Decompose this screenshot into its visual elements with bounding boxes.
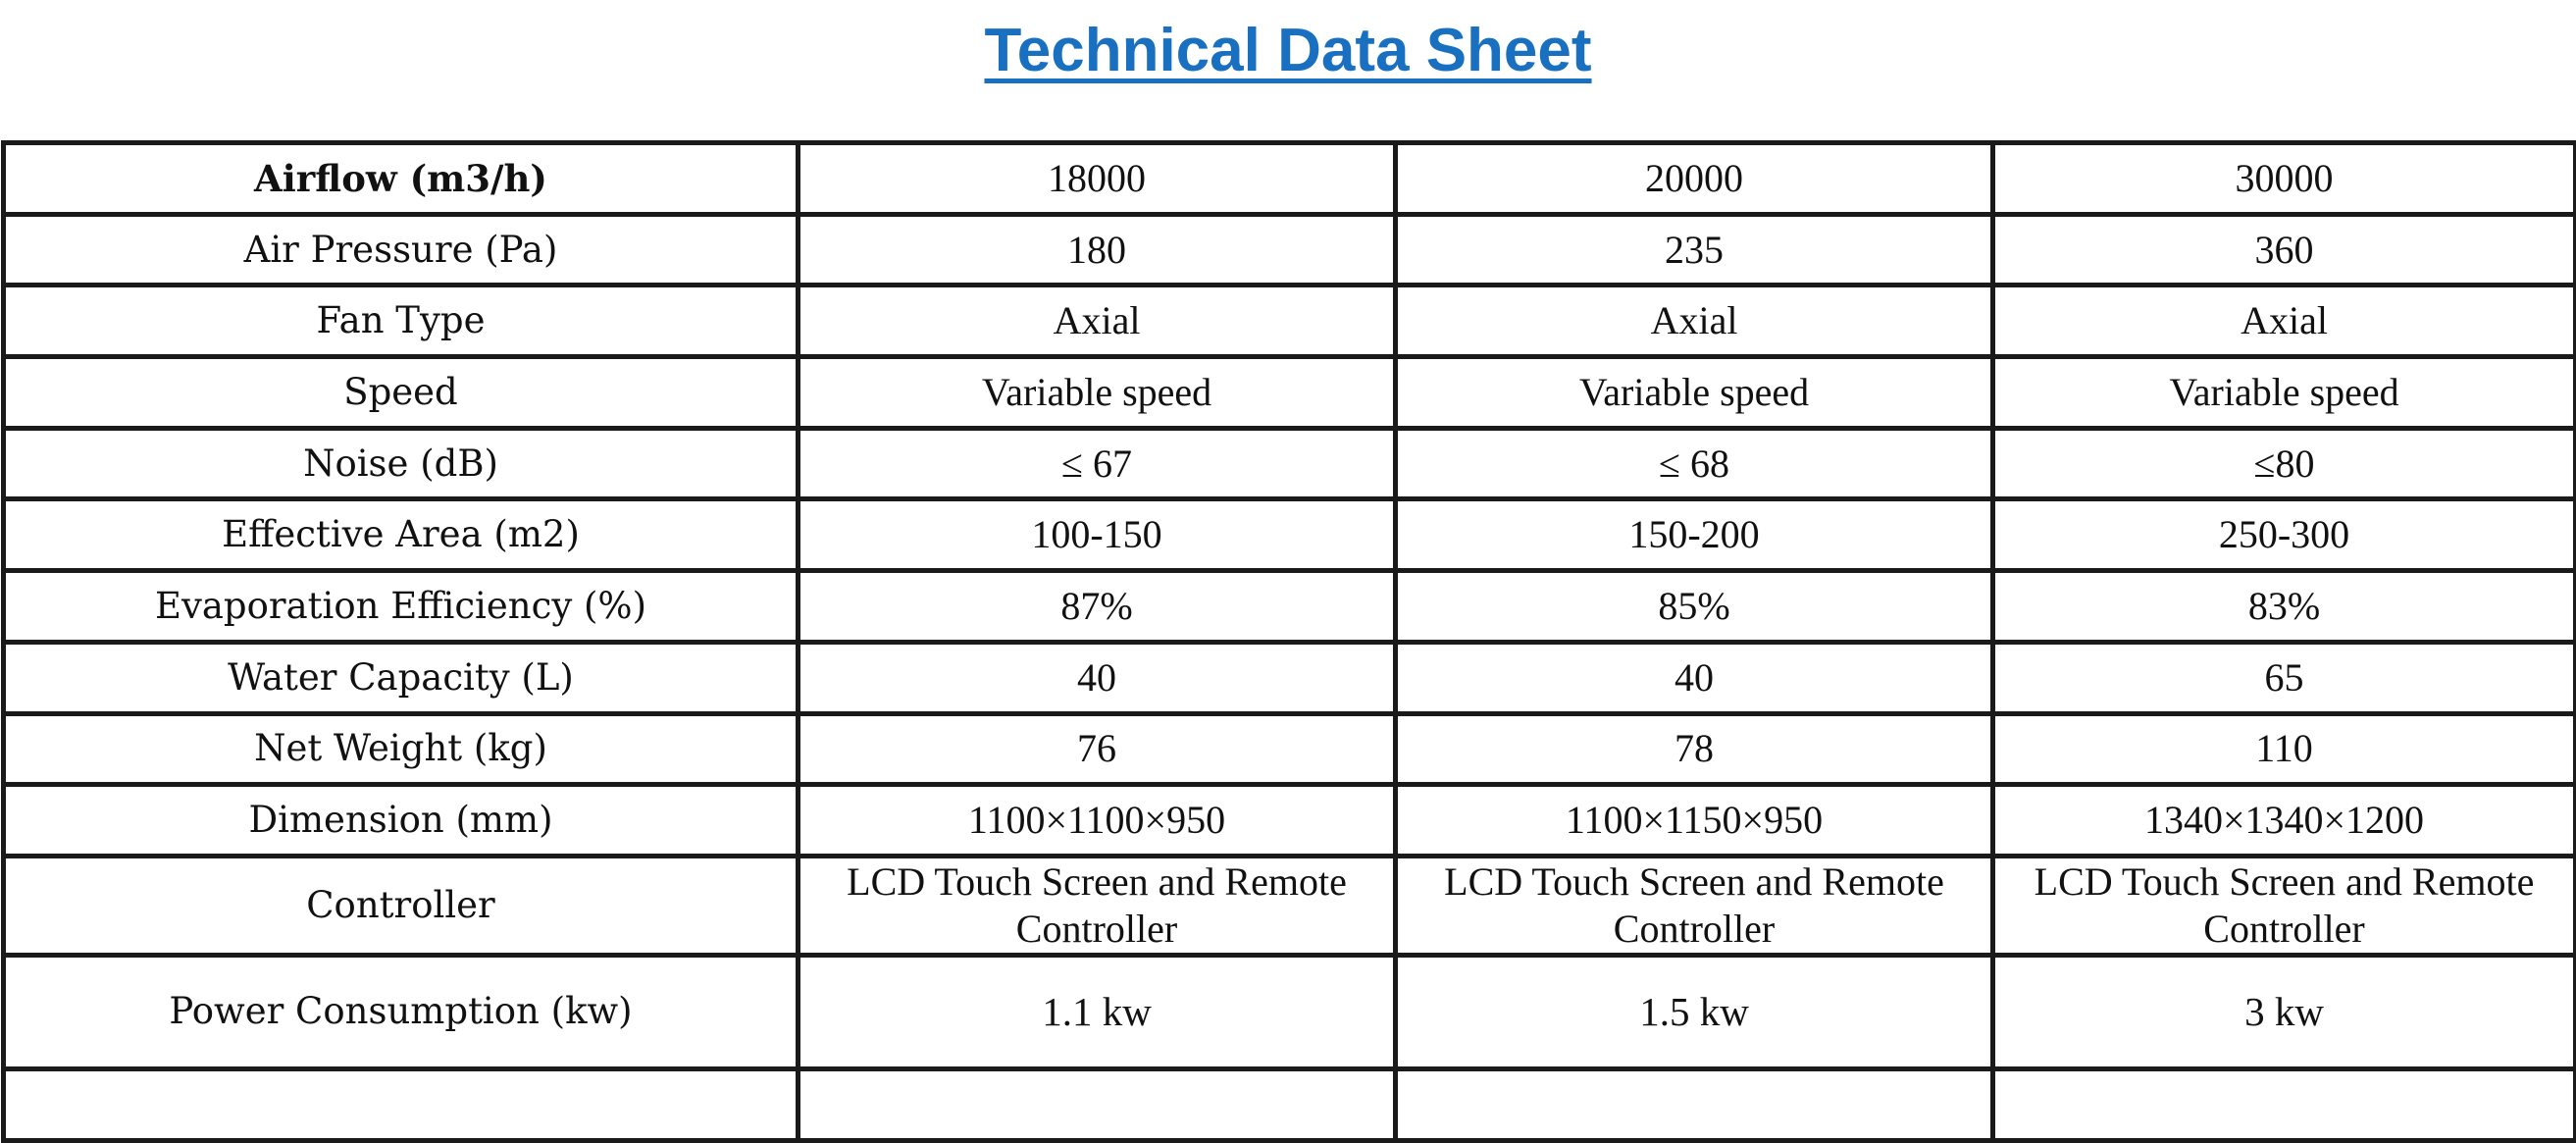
table-cell: ≤ 67 <box>799 428 1396 499</box>
table-cell: Axial <box>1993 286 2576 357</box>
table-cell: Variable speed <box>1993 357 2576 429</box>
header-value-model-1: 18000 <box>799 143 1396 215</box>
table-cell: 360 <box>1993 214 2576 286</box>
table-cell: ≤80 <box>1993 428 2576 499</box>
table-cell: 1.5 kw <box>1396 955 1993 1068</box>
table-cell: LCD Touch Screen and Remote Controller <box>799 856 1396 955</box>
row-label: Air Pressure (Pa) <box>4 214 799 286</box>
row-label: Evaporation Efficiency (%) <box>4 571 799 643</box>
table-row <box>4 428 2576 499</box>
table-cell: 40 <box>1396 642 1993 713</box>
row-label: Dimension (mm) <box>4 785 799 857</box>
table-cell: 1100×1150×950 <box>1396 785 1993 857</box>
row-label: Effective Area (m2) <box>4 499 799 571</box>
table-cell: Variable speed <box>799 357 1396 429</box>
table-row <box>4 357 2576 429</box>
table-cell: Axial <box>799 286 1396 357</box>
table-row <box>4 1068 2576 1140</box>
row-label: Fan Type <box>4 286 799 357</box>
table-row <box>4 785 2576 857</box>
table-cell: 78 <box>1396 713 1993 785</box>
table-cell: Variable speed <box>1396 357 1993 429</box>
table-row <box>4 286 2576 357</box>
table-row <box>4 499 2576 571</box>
table-cell: 83% <box>1993 571 2576 643</box>
table-cell: 150-200 <box>1396 499 1993 571</box>
table-cell <box>799 1068 1396 1140</box>
table-cell: 85% <box>1396 571 1993 643</box>
page-title: Technical Data Sheet <box>984 17 1592 84</box>
table-cell: 250-300 <box>1993 499 2576 571</box>
table-cell: 40 <box>799 642 1396 713</box>
table-cell: Axial <box>1396 286 1993 357</box>
table-cell <box>1396 1068 1993 1140</box>
table-row <box>4 713 2576 785</box>
spec-table <box>1 140 2576 1143</box>
header-label-airflow: Airflow (m3/h) <box>4 143 799 215</box>
header-value-model-3: 30000 <box>1993 143 2576 215</box>
table-cell: 1100×1100×950 <box>799 785 1396 857</box>
table-cell: 110 <box>1993 713 2576 785</box>
row-label: Water Capacity (L) <box>4 642 799 713</box>
table-row <box>4 856 2576 955</box>
table-cell: 3 kw <box>1993 955 2576 1068</box>
table-cell: 235 <box>1396 214 1993 286</box>
table-cell: 180 <box>799 214 1396 286</box>
row-label: Power Consumption (kw) <box>4 955 799 1068</box>
table-cell: 1340×1340×1200 <box>1993 785 2576 857</box>
header-value-model-2: 20000 <box>1396 143 1993 215</box>
table-cell: 1.1 kw <box>799 955 1396 1068</box>
row-label: Controller <box>4 856 799 955</box>
table-cell: 76 <box>799 713 1396 785</box>
row-label <box>4 1068 799 1140</box>
table-cell: 100-150 <box>799 499 1396 571</box>
table-cell: 87% <box>799 571 1396 643</box>
row-label: Net Weight (kg) <box>4 713 799 785</box>
table-cell: ≤ 68 <box>1396 428 1993 499</box>
table-row <box>4 642 2576 713</box>
table-cell <box>1993 1068 2576 1140</box>
table-cell: LCD Touch Screen and Remote Controller <box>1993 856 2576 955</box>
table-row <box>4 955 2576 1068</box>
table-cell: LCD Touch Screen and Remote Controller <box>1396 856 1993 955</box>
table-header-row <box>4 143 2576 215</box>
row-label: Noise (dB) <box>4 428 799 499</box>
row-label: Speed <box>4 357 799 429</box>
table-row <box>4 214 2576 286</box>
table-row <box>4 571 2576 643</box>
table-cell: 65 <box>1993 642 2576 713</box>
